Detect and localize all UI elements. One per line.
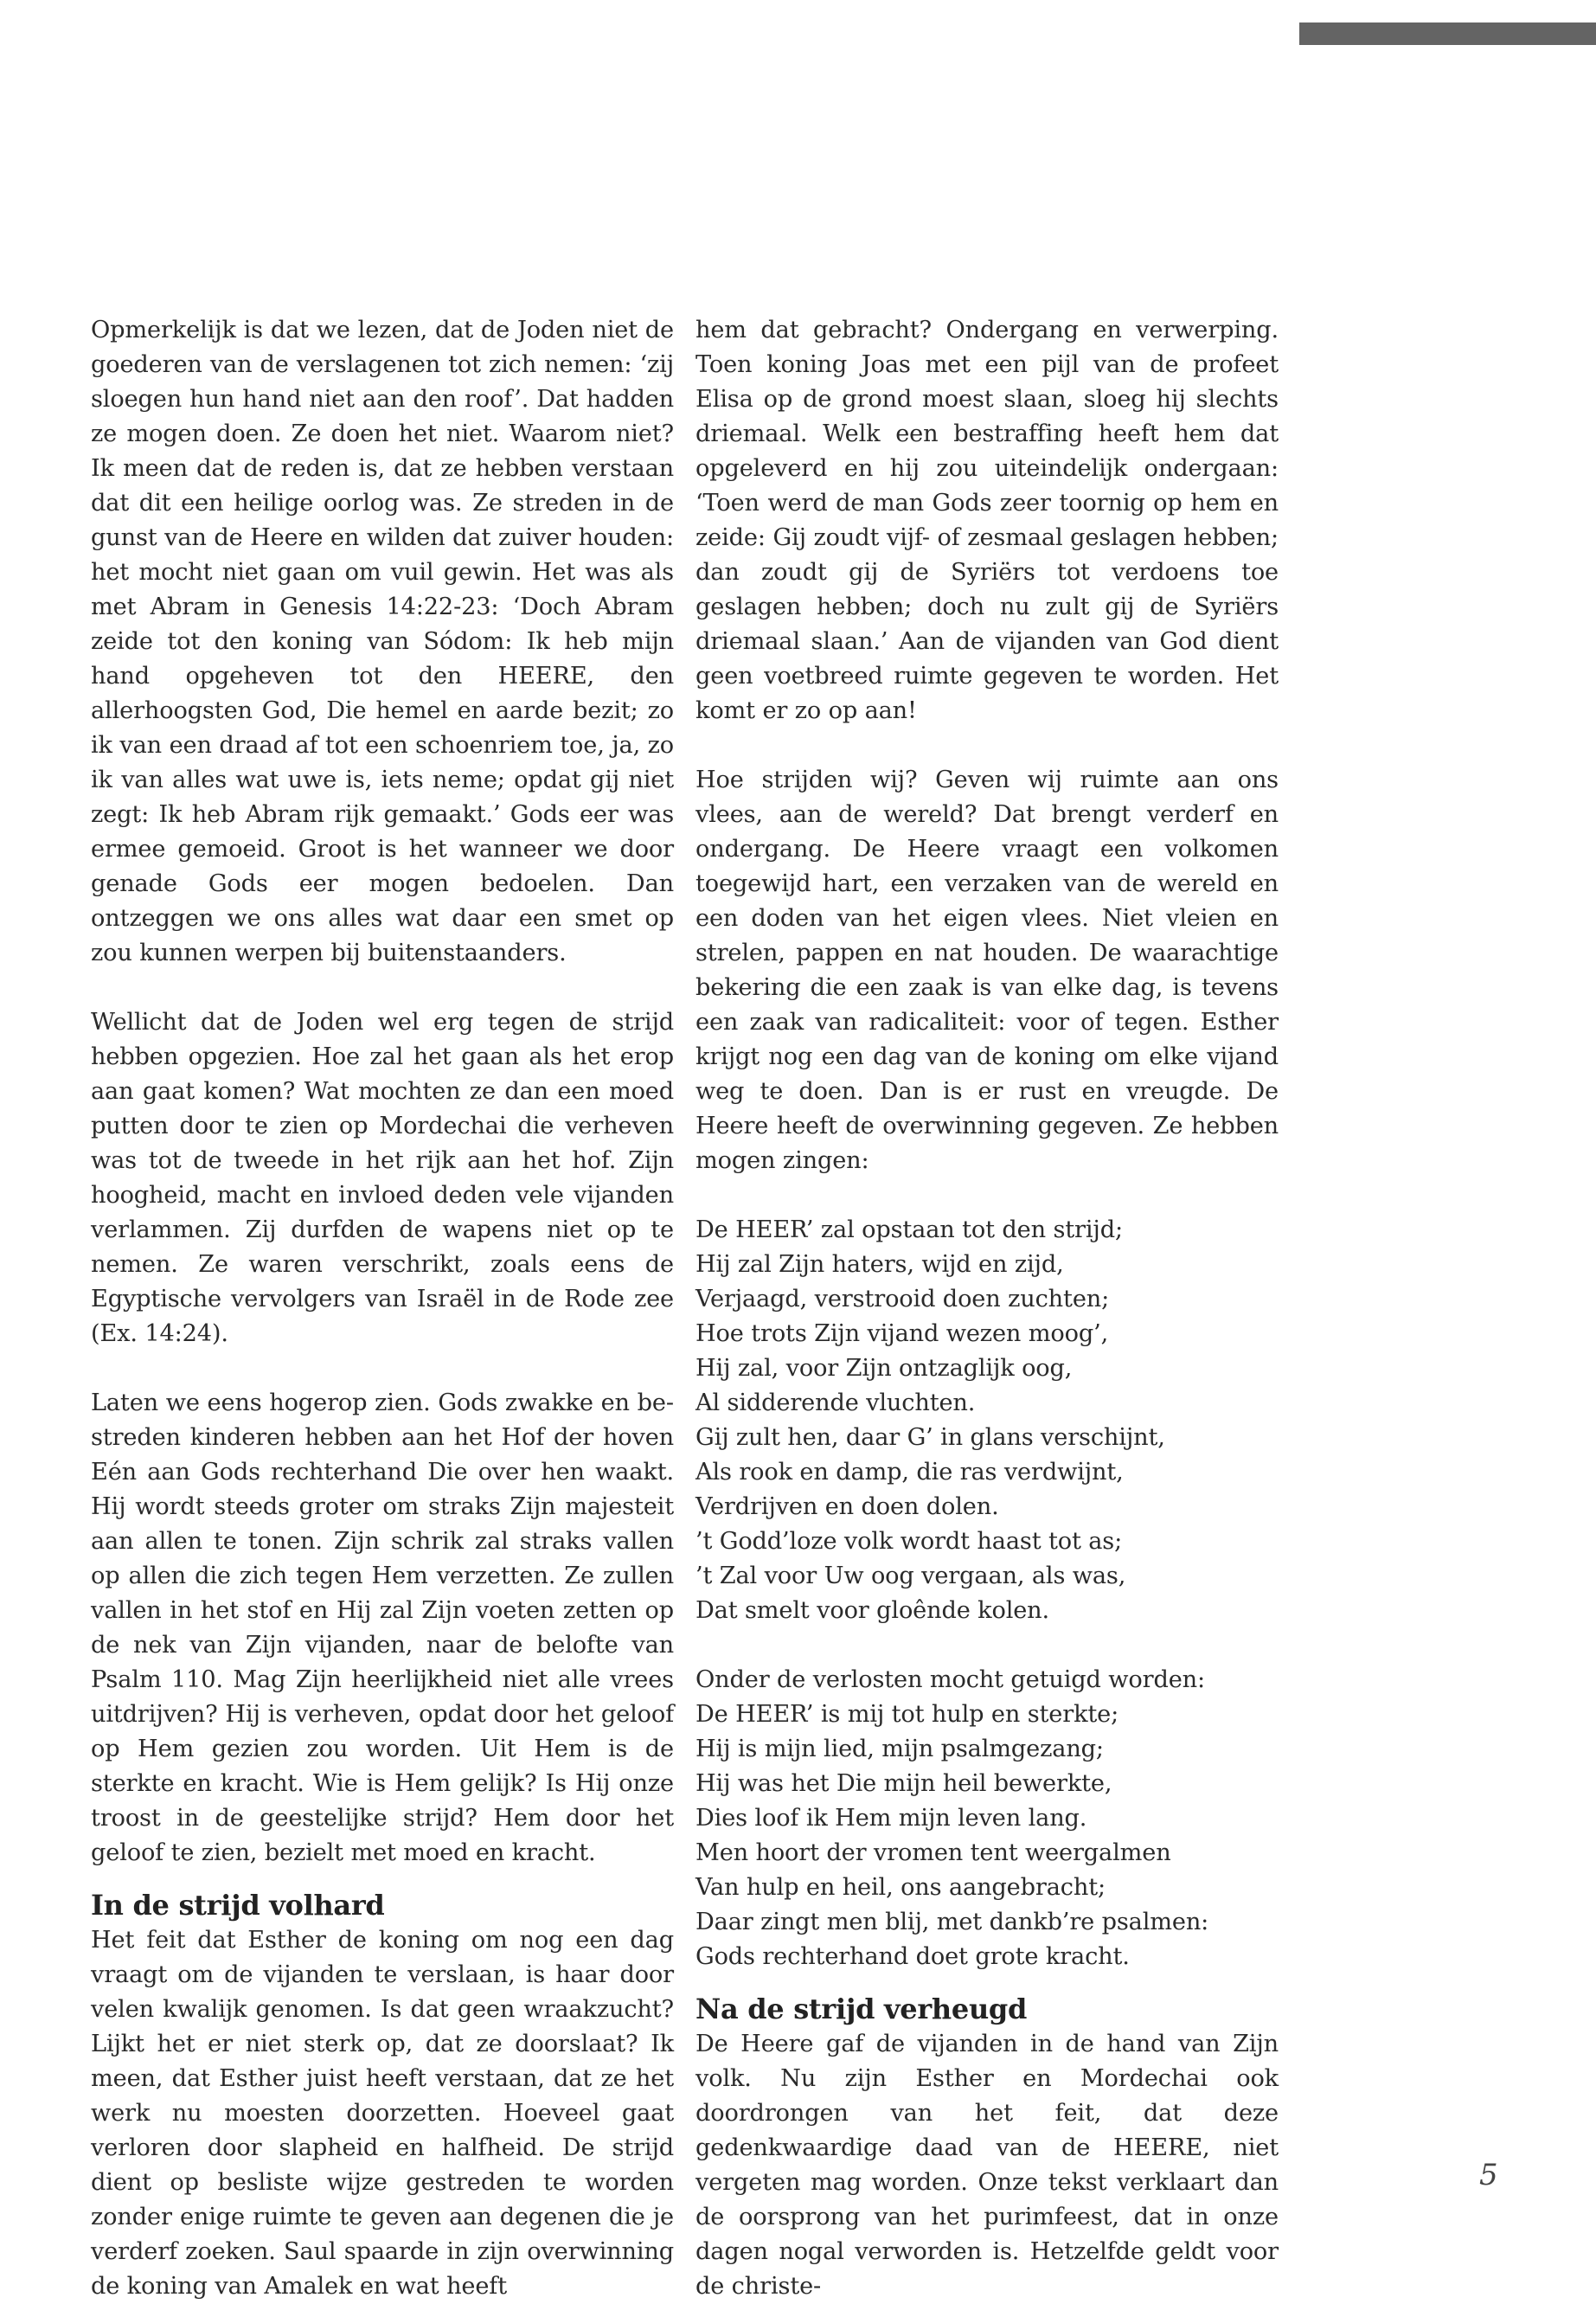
body-paragraph: hem dat gebracht? Ondergang en verwerping. Toen koning Joas met een pijl van de profeet Elisa op de grond moest slaan, sloeg hij slechts driemaal. Welk een bestraffing heeft hem dat opgeleverd en hij zou uiteindelijk ondergaan: ‘Toen werd de man Gods zeer toornig op hem en zeide: Gij zoudt vijf- of zesmaal geslagen hebben; dan zoudt gij de Syriërs tot verdoens toe geslagen hebben; doch nu zult gij de Syriërs driemaal slaan.’ Aan de vijanden van God dient geen voetbreed ruimte gegeven te worden. Het komt er zo op aan! (695, 317, 1279, 724)
verse-line: Hoe trots Zijn vijand wezen moog’, (695, 1320, 1109, 1347)
paragraph-gap (695, 1628, 1279, 1663)
verse-line: Hij zal, voor Zijn ontzaglijk oog, (695, 1355, 1073, 1382)
verse-line: Hij zal Zijn haters, wijd en zijd, (695, 1251, 1064, 1278)
verse-line: De HEER’ is mij tot hulp en sterkte; (695, 1701, 1119, 1728)
paragraph-gap (695, 1178, 1279, 1213)
section-heading: Na de strijd verheugd (695, 1993, 1028, 2025)
body-paragraph: Hoe strijden wij? Geven wij ruimte aan ons vlees, aan de wereld? Dat brengt verderf en ondergang. De Heere vraagt een volkomen toegewijd hart, een verzaken van de wereld en een doden van het eigen vlees. Niet vleien en strelen, pappen en nat houden. De waarachtige bekering die een zaak is van elke dag, is tevens een zaak van radicaliteit: voor of tegen. Esther krijgt nog een dag van de koning om elke vijand weg te doen. Dan is er rust en vreugde. De Heere heeft de overwinning gegeven. Ze hebben mogen zingen: (695, 767, 1279, 1174)
paragraph-gap (91, 1351, 674, 1386)
verse-line: Hij is mijn lied, mijn psalmgezang; (695, 1736, 1104, 1762)
verse-line: Gij zult hen, daar G’ in glans verschijnt, (695, 1424, 1165, 1451)
verse-line: Dat smelt voor gloênde kolen. (695, 1597, 1050, 1624)
verse-intro: Onder de verlosten mocht getuigd worden: (695, 1666, 1206, 1693)
verse-line: ’t Zal voor Uw oog vergaan, als was, (695, 1563, 1126, 1589)
body-paragraph: Wellicht dat de Joden wel erg tegen de strijd hebben opgezien. Hoe zal het gaan als het erop aan gaat komen? Wat mochten ze dan een moed putten door te zien op Mordechai die verheven was tot de tweede in het rijk aan het hof. Zijn hoogheid, macht en invloed deden vele vijanden verlammen. Zij durfden de wapens niet op te nemen. Ze waren verschrikt, zoals eens de Egyptische vervolgers van Israël in de Rode zee (Ex. 14:24). (91, 1009, 674, 1347)
verse-line: Al sidderende vluchten. (695, 1389, 976, 1416)
verse-line: Men hoort der vromen tent weergalmen (695, 1839, 1171, 1866)
verse-line: Verdrijven en doen dolen. (695, 1493, 999, 1520)
section-heading: In de strijd volhard (91, 1889, 385, 1922)
verse-line: Verjaagd, verstrooid doen zuchten; (695, 1286, 1110, 1312)
verse-line: Daar zingt men blij, met dankb’re psalmen: (695, 1909, 1209, 1935)
verse-line: Als rook en damp, die ras verdwijnt, (695, 1459, 1124, 1486)
right-column (695, 313, 1279, 2304)
psalm-verse (695, 1663, 1279, 1974)
body-paragraph: De Heere gaf de vijanden in de hand van Zijn volk. Nu zijn Esther en Mordechai ook doordrongen van het feit, dat deze gedenkwaardige daad van de HEERE, niet vergeten mag worden. Onze tekst verklaart dan de oorsprong van het purimfeest, dat in onze dagen nogal verworden is. Hetzelfde geldt voor de christe- (695, 2031, 1279, 2300)
body-paragraph: Het feit dat Esther de koning om nog een dag vraagt om de vijanden te verslaan, is haar door velen kwalijk genomen. Is dat geen wraakzucht? Lijkt het er niet sterk op, dat ze doorslaat? Ik meen, dat Esther juist heeft verstaan, dat ze het werk nu moesten doorzetten. Hoeveel gaat verloren door slapheid en halfheid. De strijd dient op besliste wijze gestreden te worden zonder enige ruimte te geven aan degenen die je verderf zoeken. Saul spaarde in zijn overwinning de koning van Amalek en wat heeft (91, 1927, 674, 2300)
page-number: 5 (1479, 2158, 1498, 2192)
left-column (91, 313, 674, 2304)
body-paragraph: Opmerkelijk is dat we lezen, dat de Joden niet de goederen van de verslagenen tot zich nemen: ‘zij sloegen hun hand niet aan den roof’. Dat hadden ze mogen doen. Ze doen het niet. Waarom niet? Ik meen dat de reden is, dat ze hebben verstaan dat dit een heilige oorlog was. Ze streden in de gunst van de Heere en wilden dat zuiver houden: het mocht niet gaan om vuil gewin. Het was als met Abram in Genesis 14:22-23: ‘Doch Abram zeide tot den koning van Sódom: Ik heb mijn hand opgeheven tot den HEERE, den allerhoogsten God, Die hemel en aarde bezit; zo ik van een draad af tot een schoenriem toe, ja, zo ik van alles wat uwe is, iets neme; opdat gij niet zegt: Ik heb Abram rijk gemaakt.’ Gods eer was ermee gemoeid. Groot is het wanneer we door genade Gods eer mogen bedoelen. Dan ontzeggen we ons alles wat daar een smet op zou kunnen werpen bij buitenstaanders. (91, 317, 674, 966)
header-accent-bar (1299, 22, 1596, 45)
verse-line: Hij was het Die mijn heil bewerkte, (695, 1770, 1112, 1797)
verse-line: Gods rechterhand doet grote kracht. (695, 1943, 1130, 1970)
body-paragraph: Laten we eens hogerop zien. Gods zwakke en bestreden kinderen hebben aan het Hof der hoven Eén aan Gods rechterhand Die over hen waakt. Hij wordt steeds groter om straks Zijn majesteit aan allen te tonen. Zijn schrik zal straks vallen op allen die zich tegen Hem verzetten. Ze zullen vallen in het stof en Hij zal Zijn voeten zetten op de nek van Zijn vijanden, naar de belofte van Psalm 110. Mag Zijn heerlijkheid niet alle vrees uitdrijven? Hij is verheven, opdat door het geloof op Hem gezien zou worden. Uit Hem is de sterkte en kracht. Wie is Hem gelijk? Is Hij onze troost in de geestelijke strijd? Hem door het geloof te zien, bezielt met moed en kracht. (91, 1389, 674, 1866)
paragraph-gap (695, 728, 1279, 763)
psalm-verse (695, 1213, 1279, 1628)
verse-line: Van hulp en heil, ons aangebracht; (695, 1874, 1106, 1901)
verse-line: De HEER’ zal opstaan tot den strijd; (695, 1216, 1123, 1243)
verse-line: Dies loof ik Hem mijn leven lang. (695, 1805, 1087, 1832)
verse-line: ’t Godd’loze volk wordt haast tot as; (695, 1528, 1123, 1555)
paragraph-gap (91, 971, 674, 1005)
